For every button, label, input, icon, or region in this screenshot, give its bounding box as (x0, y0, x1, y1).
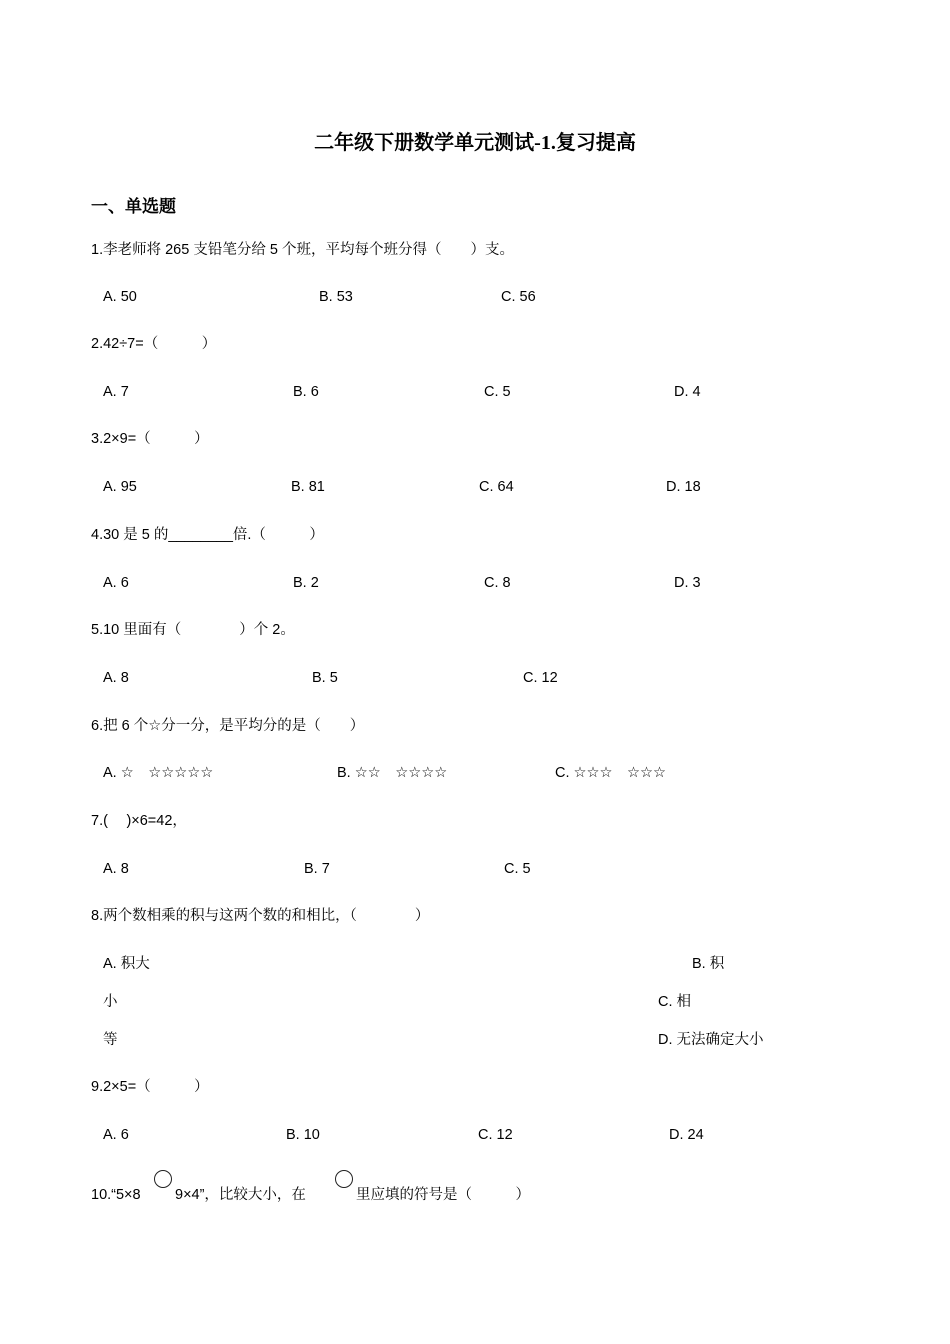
q4-option-c[interactable]: C. 8 (484, 575, 511, 591)
q5-option-a[interactable]: A. 8 (103, 670, 129, 686)
q9-option-b[interactable]: B. 10 (286, 1127, 320, 1143)
q9-option-c[interactable]: C. 12 (478, 1127, 513, 1143)
question-4: 4.30 是 5 的________倍.（ ） (91, 527, 324, 543)
q8-option-a[interactable]: A. 积大 (103, 956, 150, 972)
q6-option-c[interactable]: C. ☆☆☆ ☆☆☆ (555, 765, 667, 781)
q3-option-d[interactable]: D. 18 (666, 479, 701, 495)
q5-option-b[interactable]: B. 5 (312, 670, 338, 686)
question-2: 2.42÷7=（ ） (91, 336, 217, 352)
q4-option-d[interactable]: D. 3 (674, 575, 701, 591)
q1-option-b[interactable]: B. 53 (319, 289, 353, 305)
q8-option-c[interactable]: C. 相 (658, 994, 692, 1010)
q6-option-a[interactable]: A. ☆ ☆☆☆☆☆ (103, 765, 214, 781)
question-10-part-2: 9×4”，比较大小，在 (175, 1187, 306, 1203)
q3-option-c[interactable]: C. 64 (479, 479, 514, 495)
q6-option-b[interactable]: B. ☆☆ ☆☆☆☆ (337, 765, 448, 781)
q2-option-d[interactable]: D. 4 (674, 384, 701, 400)
q8-option-b[interactable]: B. 积 (692, 956, 725, 972)
q9-option-d[interactable]: D. 24 (669, 1127, 704, 1143)
q7-option-c[interactable]: C. 5 (504, 861, 531, 877)
question-9: 9.2×5=（ ） (91, 1079, 209, 1095)
q1-option-c[interactable]: C. 56 (501, 289, 536, 305)
question-10-part-1: 10.“5×8 (91, 1187, 141, 1203)
comparison-circle-icon (335, 1170, 353, 1188)
question-6: 6.把 6 个☆分一分，是平均分的是（ ） (91, 718, 365, 734)
question-8: 8.两个数相乘的积与这两个数的和相比，（ ） (91, 908, 430, 924)
q9-option-a[interactable]: A. 6 (103, 1127, 129, 1143)
section-heading: 一、单选题 (91, 197, 176, 216)
comparison-circle-icon (154, 1170, 172, 1188)
question-3: 3.2×9=（ ） (91, 431, 209, 447)
q2-option-a[interactable]: A. 7 (103, 384, 129, 400)
question-5: 5.10 里面有（ ）个 2。 (91, 622, 295, 638)
q7-option-b[interactable]: B. 7 (304, 861, 330, 877)
q2-option-c[interactable]: C. 5 (484, 384, 511, 400)
question-1: 1.李老师将 265 支铅笔分给 5 个班，平均每个班分得（ ）支。 (91, 242, 514, 258)
q3-option-b[interactable]: B. 81 (291, 479, 325, 495)
q8-option-c-wrap: 等 (103, 1032, 118, 1048)
q1-option-a[interactable]: A. 50 (103, 289, 137, 305)
q2-option-b[interactable]: B. 6 (293, 384, 319, 400)
q5-option-c[interactable]: C. 12 (523, 670, 558, 686)
q4-option-b[interactable]: B. 2 (293, 575, 319, 591)
question-10-part-3: 里应填的符号是（ ） (356, 1187, 530, 1203)
q3-option-a[interactable]: A. 95 (103, 479, 137, 495)
q7-option-a[interactable]: A. 8 (103, 861, 129, 877)
q8-option-d[interactable]: D. 无法确定大小 (658, 1032, 764, 1048)
page-title: 二年级下册数学单元测试-1.复习提高 (314, 132, 636, 154)
question-7: 7.( )×6=42， (91, 813, 187, 829)
q8-option-b-wrap: 小 (103, 994, 118, 1010)
q4-option-a[interactable]: A. 6 (103, 575, 129, 591)
